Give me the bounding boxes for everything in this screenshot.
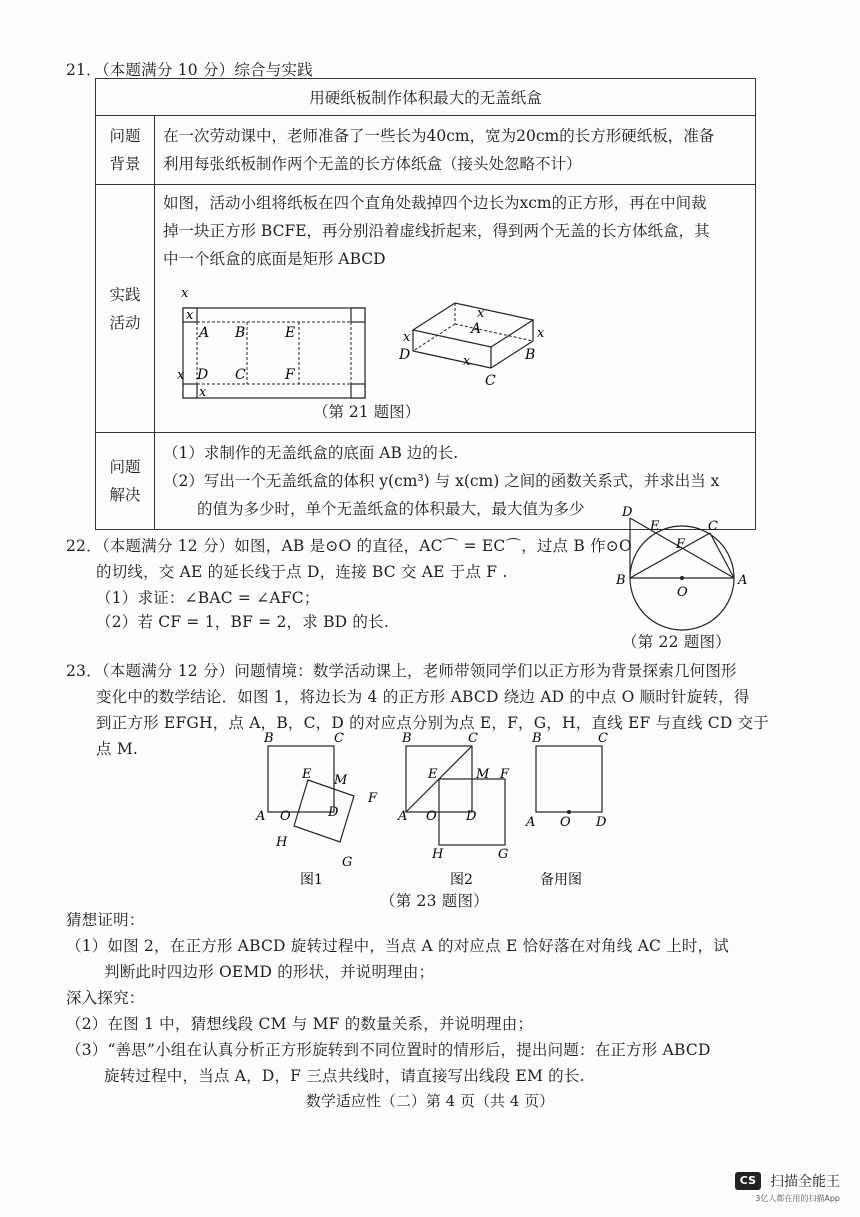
label-B: B: [264, 731, 274, 746]
q23-section: 猜想证明：: [66, 911, 145, 929]
label-C: C: [598, 731, 608, 746]
scanner-watermark: [735, 1170, 840, 1204]
q21-background-label: [96, 116, 155, 185]
label-A: A: [471, 321, 482, 337]
label-A: A: [398, 809, 408, 824]
label-x: x: [199, 385, 207, 400]
q22-line: 的切线，交 AE 的延长线于点 D，连接 BC 交 AE 于点 F .: [96, 563, 508, 581]
q23-line: 变化中的数学结论．如图 1，将边长为 4 的正方形 ABCD 绕边 AD 的中点 O 顺时针旋转，得: [96, 688, 750, 706]
q23-line: 到正方形 EFGH，点 A，B，C，D 的对应点分别为点 E，F，G，H，直线 EF 与直线 CD 交于: [96, 714, 769, 732]
text-line: 的值为多少时，单个无盖纸盒的体积最大，最大值为多少: [197, 500, 585, 518]
label-D: D: [197, 367, 209, 383]
scanner-tagline: 3亿人都在用的扫描App: [755, 1193, 840, 1203]
label-F: F: [368, 791, 378, 806]
q23-line: 23．（本题满分 12 分）问题情境：数学活动课上，老师带领同学们以正方形为背景探索几何图形: [66, 662, 737, 680]
q21-heading: 21．（本题满分 10 分）综合与实践: [66, 61, 313, 79]
label-D: D: [399, 347, 411, 363]
label-M: M: [334, 773, 348, 788]
q23-line: 旋转过程中，当点 A，D，F 三点共线时，请直接写出线段 EM 的长.: [104, 1067, 585, 1085]
label-F: F: [500, 767, 510, 782]
q23-line: （1）如图 2，在正方形 ABCD 旋转过程中，当点 A 的对应点 E 恰好落在对角线 AC 上时，试: [66, 937, 729, 955]
label-x: x: [186, 308, 194, 323]
label-x: x: [181, 286, 189, 301]
label-B: B: [235, 325, 246, 341]
q23-line: 点 M.: [96, 740, 139, 758]
text-line: 在一次劳动课中，老师准备了一些长为40cm，宽为20cm的长方形硬纸板，准备: [163, 127, 715, 145]
label-C: C: [485, 373, 496, 389]
label-B: B: [525, 347, 536, 363]
label-D: D: [622, 506, 633, 520]
scanner-name: 扫描全能王: [770, 1173, 840, 1190]
label-x: x: [477, 306, 485, 321]
label-x: x: [537, 326, 545, 341]
label-x: x: [403, 330, 411, 345]
label-C: C: [708, 519, 718, 534]
q21-figure-caption: （第 21 题图）: [313, 403, 421, 421]
label-A: A: [199, 325, 210, 341]
label-line: 解决: [109, 486, 141, 504]
label-B: B: [402, 731, 412, 746]
label-C: C: [468, 731, 478, 746]
fig1-label: 图1: [300, 872, 323, 888]
label-E: E: [650, 519, 660, 534]
label-C: C: [334, 731, 344, 746]
label-F: F: [285, 367, 295, 383]
label-line: 实践: [109, 285, 141, 304]
q22-line: 22．（本题满分 12 分）如图，AB 是⊙O 的直径，AC⌒ = EC⌒，过点 B 作⊙O: [66, 537, 632, 555]
q21-solve-label: [96, 433, 155, 530]
q22-line: （1）求证：∠BAC = ∠AFC；: [96, 589, 320, 607]
text-line: 如图，活动小组将纸板在四个直角处裁掉四个边长为xcm的正方形，再在中间裁: [163, 194, 707, 212]
text-line: 掉一块正方形 BCFE，再分别沿着虚线折起来，得到两个无盖的长方体纸盒，其: [163, 222, 710, 240]
label-line: 活动: [109, 313, 141, 332]
q23-figure-caption: （第 23 题图）: [380, 892, 489, 910]
label-M: M: [476, 767, 490, 782]
label-G: G: [498, 847, 509, 862]
label-O: O: [426, 809, 437, 824]
q23-figures: [250, 728, 620, 893]
fig2-label: 图2: [450, 872, 473, 888]
fig3-label: 备用图: [540, 872, 582, 888]
q22-figure-caption: （第 22 题图）: [622, 633, 731, 651]
q22-line: （2）若 CF = 1，BF = 2，求 BD 的长.: [96, 613, 389, 631]
q21-background-text: [155, 116, 756, 185]
label-O: O: [560, 815, 571, 830]
label-O: O: [280, 809, 291, 824]
label-E: E: [302, 767, 312, 782]
label-E: E: [428, 767, 438, 782]
label-B: B: [616, 573, 626, 588]
label-E: E: [285, 325, 296, 341]
label-F: F: [676, 537, 686, 552]
q23-line: 判断此时四边形 OEMD 的形状，并说明理由；: [104, 963, 435, 981]
q23-section: 深入探究：: [66, 989, 145, 1007]
text-line: （1）求制作的无盖纸盒的底面 AB 边的长.: [163, 444, 459, 462]
label-D: D: [328, 805, 339, 820]
label-A: A: [256, 809, 266, 824]
scanner-logo-icon: CS: [735, 1172, 761, 1190]
q21-figure: [163, 275, 723, 400]
label-B: B: [532, 731, 542, 746]
q21-activity-label: [96, 185, 155, 433]
label-O: O: [677, 585, 688, 600]
label-A: A: [738, 573, 748, 588]
q21-table: [95, 78, 756, 530]
label-x: x: [177, 368, 185, 383]
q23-line: （3）“善思”小组在认真分析正方形旋转到不同位置时的情形后，提出问题：在正方形 ABCD: [66, 1041, 711, 1059]
label-line: 问题: [109, 127, 141, 145]
q23-line: （2）在图 1 中，猜想线段 CM 与 MF 的数量关系，并说明理由；: [66, 1015, 534, 1033]
label-D: D: [466, 809, 477, 824]
text-line: 中一个纸盒的底面是矩形 ABCD: [163, 250, 386, 268]
q21-table-title: 用硬纸板制作体积最大的无盖纸盒: [96, 79, 756, 116]
q22-figure: [612, 506, 762, 646]
label-G: G: [342, 855, 353, 870]
label-D: D: [596, 815, 607, 830]
label-line: 问题: [109, 458, 141, 476]
q21-activity-cell: [155, 185, 756, 433]
label-H: H: [432, 847, 444, 862]
label-line: 背景: [109, 155, 141, 173]
text-line: 利用每张纸板制作两个无盖的长方体纸盒（接头处忽略不计）: [163, 155, 582, 173]
text-line: （2）写出一个无盖纸盒的体积 y(cm³) 与 x(cm) 之间的函数关系式，并求出当 x: [163, 472, 720, 490]
label-A: A: [526, 815, 536, 830]
page-footer: 数学适应性（二）第 4 页（共 4 页）: [305, 1092, 555, 1110]
label-H: H: [276, 835, 288, 850]
label-x: x: [463, 354, 471, 369]
label-C: C: [235, 367, 246, 383]
